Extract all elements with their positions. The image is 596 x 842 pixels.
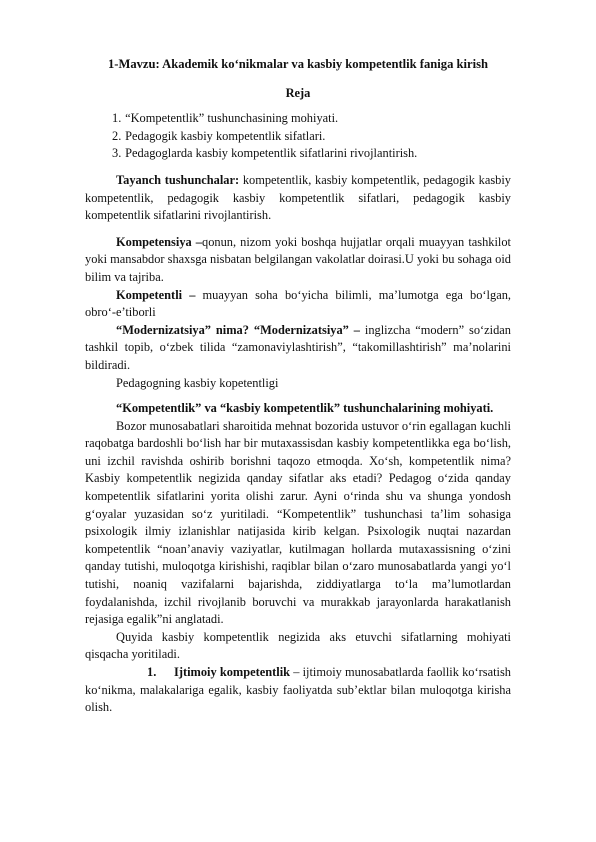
- plan-item: [112, 128, 511, 146]
- spacer: [85, 392, 511, 400]
- plan-item-text: “Kompetentlik” tushunchasining mohiyati.: [125, 111, 339, 126]
- definition-text: muayyan soha bo‘yicha bilimli, ma’lumotga ega bo‘lgan, obro‘-e’tiborli: [85, 287, 511, 320]
- definition-text: inglizcha “modern” so‘zidan tashkil topib, o‘zbek tilida “zamonaviylashtirish”, “takomillashtirish” ma’nolarini bildiradi.: [85, 322, 511, 372]
- plan-item-number: 2.: [112, 128, 122, 143]
- plan-item-number: 3.: [112, 146, 122, 161]
- plan-heading: Reja: [285, 85, 311, 100]
- document-title: 1-Mavzu: Akademik ko‘nikmalar va kasbiy kompetentlik faniga kirish: [107, 57, 489, 71]
- definition-paragraph: [85, 234, 511, 287]
- plan-item: [112, 145, 511, 163]
- section-heading: “Kompetentlik” va “kasbiy kompetentlik” tushunchalarining mohiyati.: [116, 401, 494, 416]
- key-concepts-label: Tayanch tushunchalar:: [116, 172, 240, 187]
- plan-item-text: Pedagoglarda kasbiy kompetentlik sifatlarini rivojlantirish.: [125, 146, 418, 161]
- plan-item-number: 1.: [112, 111, 122, 126]
- key-concepts-paragraph: [85, 172, 511, 225]
- numbered-item-number: 1.: [147, 665, 157, 679]
- numbered-item: [85, 664, 511, 717]
- key-concepts-text: kompetentlik, kasbiy kompetentlik, pedagogik kasbiy kompetentlik, pedagogik kasbiy kompetentlik sifatlari, pedagogik kasbiy kompetentlik sifatlarini rivojlantirish.: [85, 172, 511, 223]
- definition-paragraph: [85, 287, 511, 322]
- definition-term: “Modernizatsiya” nima? “Modernizatsiya” –: [116, 322, 360, 337]
- pedagog-line: Pedagogning kasbiy kopetentligi: [116, 375, 279, 390]
- plan-item-text: Pedagogik kasbiy kompetentlik sifatlari.: [125, 128, 326, 143]
- plan-item: [112, 110, 511, 128]
- numbered-item-term: Ijtimoiy kompetentlik: [174, 665, 291, 679]
- numbered-item-text: – ijtimoiy munosabatlarda faollik ko‘rsatish ko‘nikma, malakalariga egalik, kasbiy faoliyatda sub’ektlar bilan muloqotga kirisha olish.: [85, 665, 511, 715]
- definition-text: qonun, nizom yoki boshqa hujjatlar orqali muayyan tashkilot yoki mansabdor shaxsga nisbatan belgilangan vakolatlar doirasi.U yoki bu sohaga oid bilim va tajriba.: [85, 234, 511, 284]
- spacer: [85, 225, 511, 234]
- definition-term: Kompetensiya –: [116, 234, 202, 249]
- summary-paragraph: Quyida kasbiy kompetentlik negizida aks etuvchi sifatlarning mohiyati qisqacha yoritiladi.: [85, 629, 511, 662]
- definition-paragraph: [85, 322, 511, 375]
- definition-term: Kompetentli –: [116, 287, 196, 302]
- plan-list: [85, 110, 511, 163]
- body-paragraph: Bozor munosabatlari sharoitida mehnat bozorida ustuvor o‘rin egallagan kuchli raqobatga bardoshli bo‘lish har bir mutaxassisdan kasbiy kompetentlikka ega bo‘lish, uni izchil ravishda oshirib borishni taqozo etmoqda. Xo‘sh, kompetentlik nima? Kasbiy kompetentlik negizida qanday sifatlar aks etadi? Pedagog o‘zida qanday kompetentlik sifatlarini yorita olishi zarur. Ayni o‘rinda shu va shunga yondosh g‘oyalar yuzasidan so‘z yuritiladi. “Kompetentlik” tushunchasi ta’lim sohasiga psixologik ilmiy izlanishlar natijasida kirib kelgan. Psixologik nuqtai nazardan kompetentlik “noan’anaviy vaziyatlar, kutilmagan hollarda mutaxassisning o‘zini qanday tutishi, muloqotga kirishishi, raqiblar bilan o‘zaro munosabatlarda yangi yo‘l tutishi, noaniq vazifalarni bajarishda, ziddiyatlarga to‘la ma’lumotlardan foydalanishda, izchil rivojlanib boruvchi va murakkab jarayonlarda harakatlanish rejasiga egalik”ni anglatadi.: [85, 418, 511, 627]
